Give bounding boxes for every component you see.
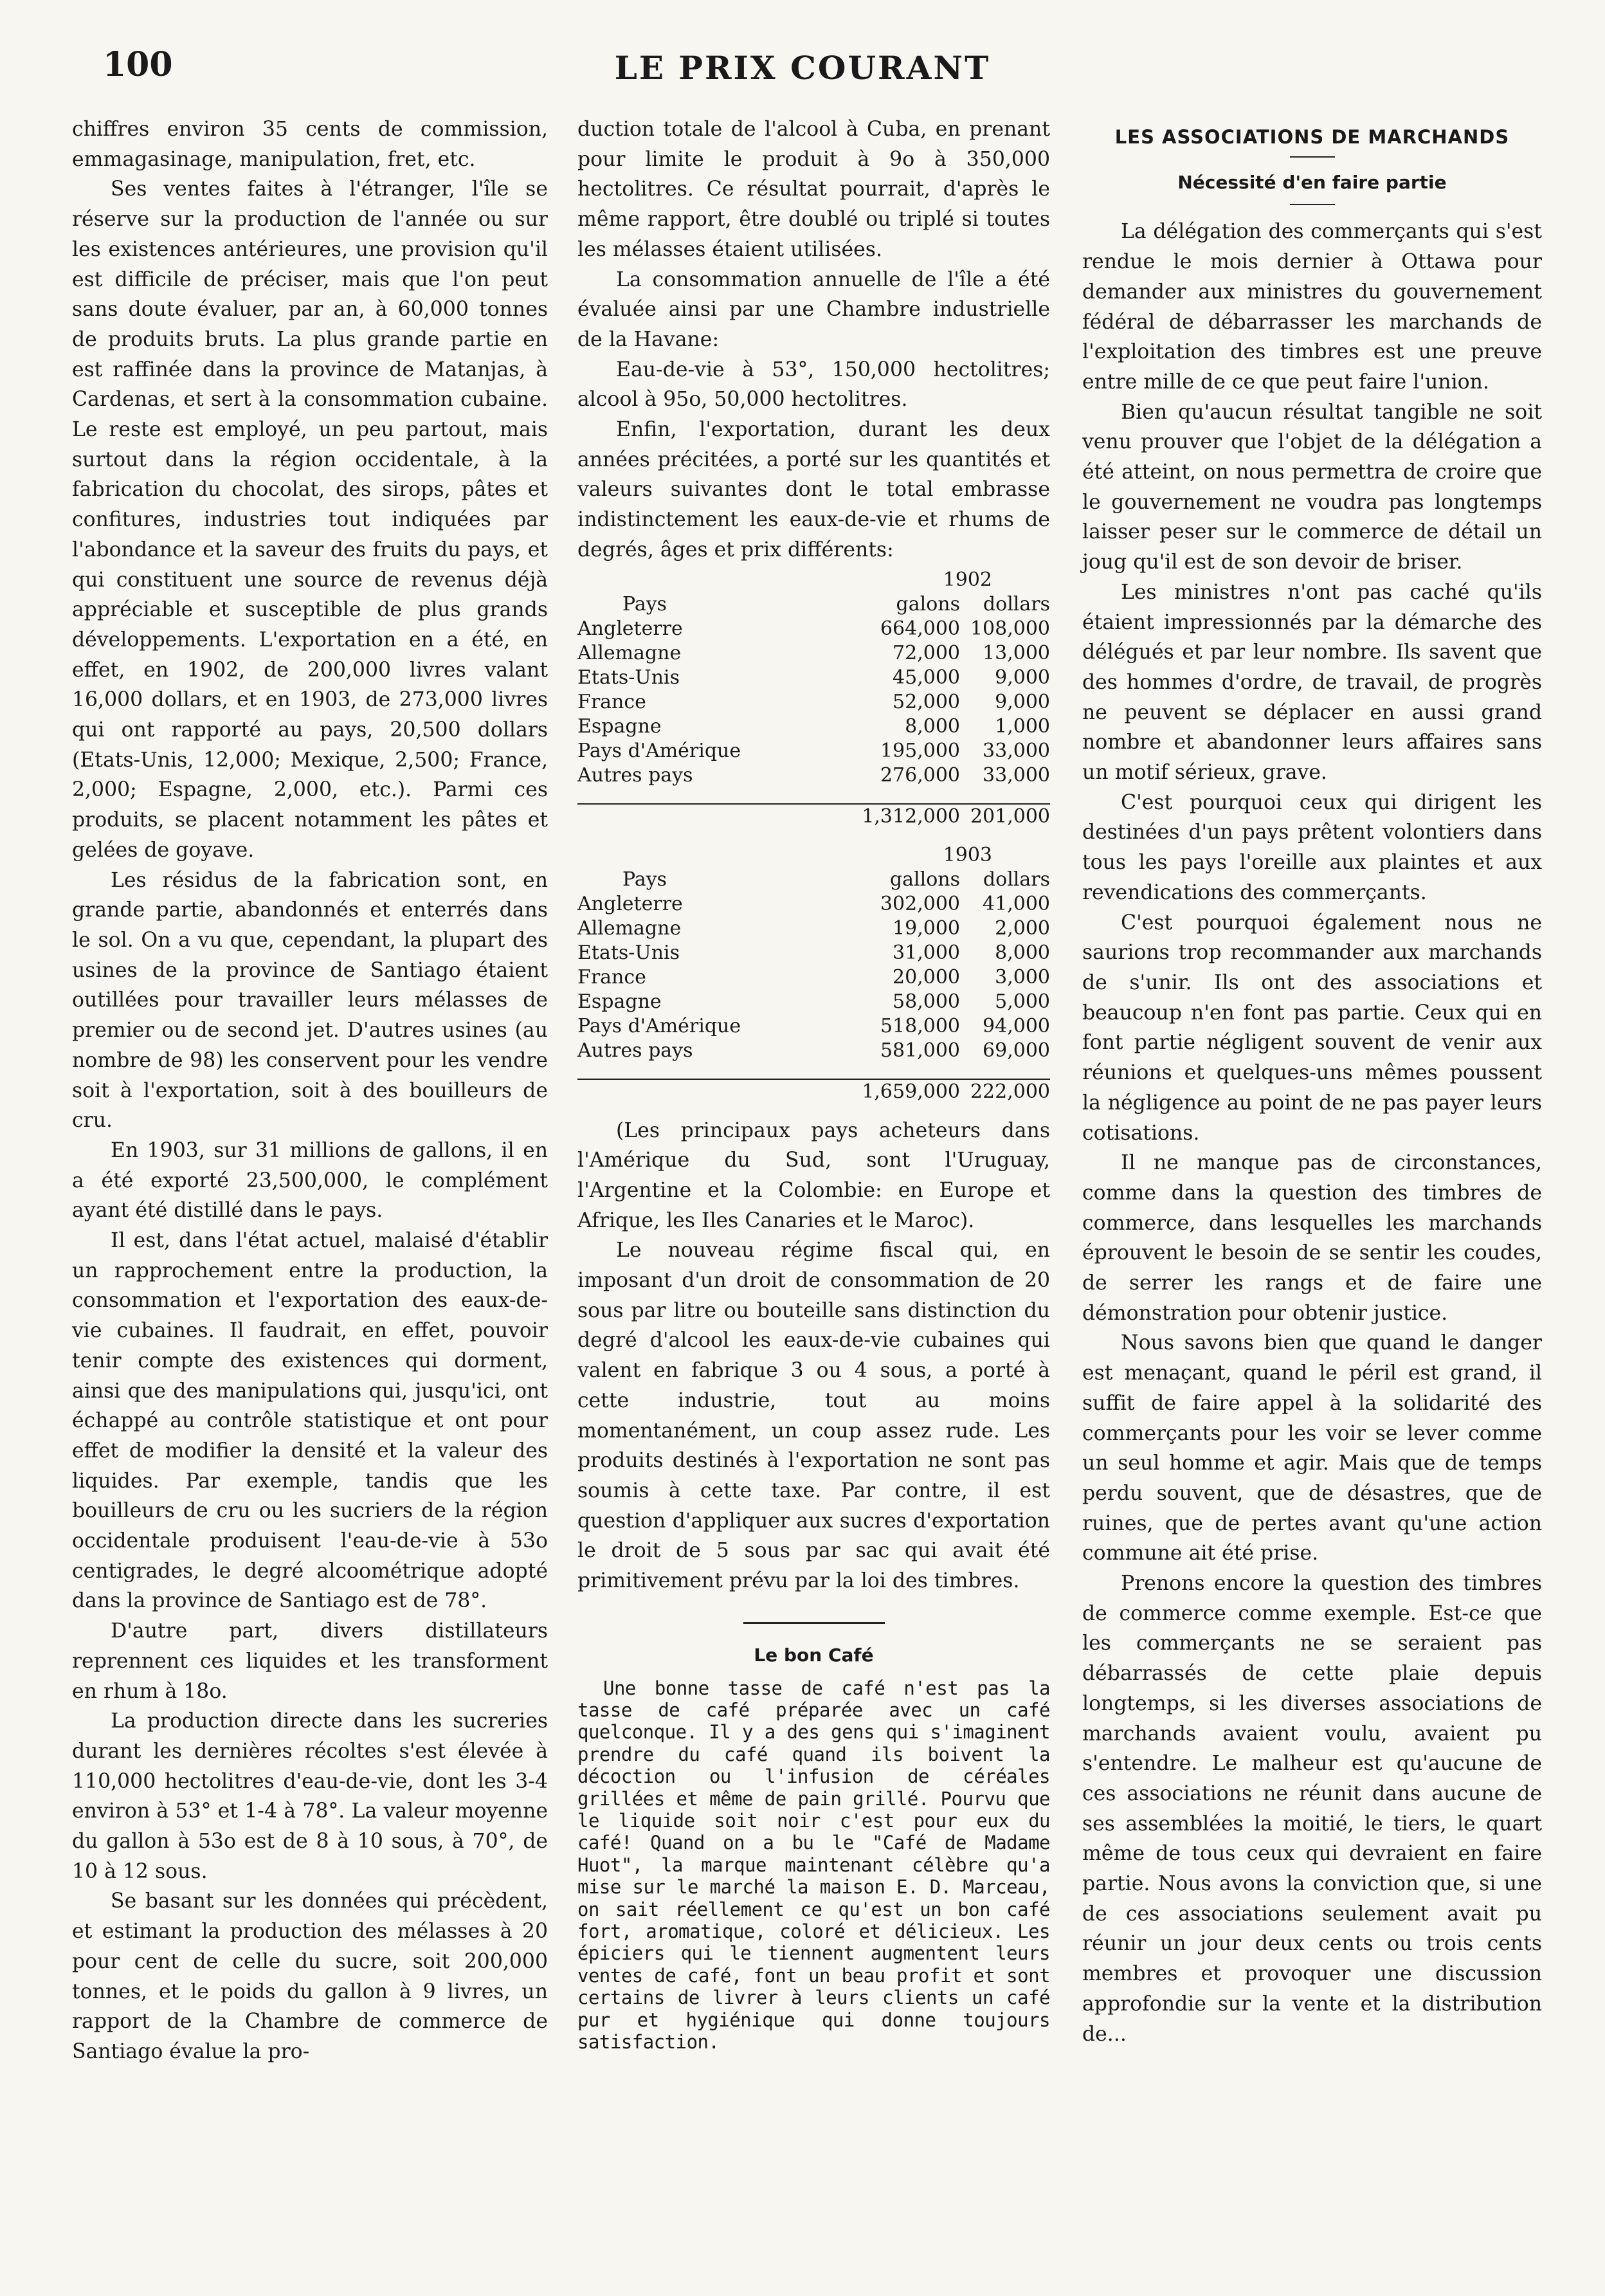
- table-header-country: Pays: [622, 592, 667, 615]
- gallons-cell: 20,000: [893, 965, 960, 989]
- table-header-gallons: galons: [896, 592, 960, 615]
- country-cell: France: [577, 690, 646, 713]
- paragraph: (Les principaux pays acheteurs dans l'Amérique du Sud, sont l'Uruguay, l'Argentine et la Colombie: en Europe et Afrique, les Iles Canaries et le Maroc).: [577, 1118, 1050, 1232]
- cafe-title: Le bon Café: [754, 1644, 874, 1666]
- dollars-cell: 5,000: [995, 990, 1050, 1013]
- dollars-cell: 94,000: [983, 1014, 1050, 1037]
- country-cell: Espagne: [577, 990, 662, 1013]
- country-cell: Allemagne: [577, 916, 682, 940]
- paragraph: Il est, dans l'état actuel, malaisé d'établir un rapprochement entre la production, la consommation et l'exportation des eaux-de-vie cubaines. Il faudrait, en effet, pouvoir tenir compte des existences qui dorment, ainsi que des manipulations qui, jusqu'ici, ont échappé au contrôle statistique et ont pour effet de modifier la densité et la valeur des liquides. Par exemple, tandis que les bouilleurs de cru ou les sucriers de la région occidentale produisent l'eau-de-vie à 53o centigrades, le degré alcoométrique adopté dans la province de Santiago est de 78°.: [72, 1229, 548, 1613]
- country-cell: Espagne: [577, 715, 662, 738]
- table-row: [577, 916, 1050, 941]
- section-divider: [743, 1622, 885, 1624]
- section-subtitle: Nécessité d'en faire partie: [1177, 171, 1447, 193]
- gallons-cell: 195,000: [880, 739, 960, 762]
- country-cell: France: [577, 965, 646, 989]
- paragraph: C'est pourquoi également nous ne saurions trop recommander aux marchands de s'unir. Ils ont des associations et beaucoup n'en font pas partie. Ceux qui en font partie négligent souvent de venir aux réunions et quelques-uns mêmes poussent la négligence au point de ne pas payer leurs cotisations.: [1082, 911, 1542, 1145]
- table-row: [577, 690, 1050, 715]
- dollars-cell: 108,000: [970, 617, 1050, 640]
- country-cell: Etats-Unis: [577, 941, 680, 964]
- paragraph: Eau-de-vie à 53°, 150,000 hectolitres; alcool à 95o, 50,000 hectolitres.: [577, 358, 1050, 412]
- paragraph: En 1903, sur 31 millions de gallons, il en a été exporté 23,500,000, le complément ayant été distillé dans le pays.: [72, 1138, 548, 1223]
- gallons-cell: 518,000: [880, 1014, 960, 1037]
- table-row: [577, 763, 1050, 788]
- gallons-cell: 58,000: [893, 990, 960, 1013]
- running-title: LE PRIX COURANT: [614, 49, 991, 87]
- paragraph: La production directe dans les sucreries durant les dernières récoltes s'est élevée à 110,000 hectolitres d'eau-de-vie, dont les 3-4 environ à 53° et 1-4 à 78°. La valeur moyenne du gallon à 53o est de 8 à 10 sous, à 70°, de 10 à 12 sous.: [72, 1709, 548, 1883]
- gallons-cell: 8,000: [905, 715, 960, 738]
- column-2: [577, 114, 1050, 2053]
- gallons-cell: 45,000: [893, 666, 960, 689]
- paragraph: Nous savons bien que quand le danger est menaçant, quand le péril est grand, il suffit de faire appel à la solidarité des commerçants pour les voir se lever comme un seul homme et agir. Mais que de temps perdu souvent, que de désastres, que de ruines, que de pertes avant qu'une action commune ait été prise.: [1082, 1331, 1542, 1565]
- table-row: [577, 990, 1050, 1014]
- gallons-cell: 19,000: [893, 916, 960, 940]
- total-dollars: 201,000: [960, 804, 1050, 829]
- dollars-cell: 41,000: [983, 892, 1050, 915]
- gallons-cell: 581,000: [880, 1039, 960, 1062]
- gallons-cell: 276,000: [880, 763, 960, 787]
- column-1: [72, 114, 548, 2067]
- paragraph: duction totale de l'alcool à Cuba, en prenant pour limite le produit à 9o à 350,000 hectolitres. Ce résultat pourrait, d'après le même rapport, être doublé ou triplé si toutes les mélasses étaient utilisées.: [577, 118, 1050, 261]
- table-header-dollars: dollars: [983, 868, 1050, 891]
- gallons-cell: 72,000: [893, 641, 960, 664]
- paragraph: Les ministres n'ont pas caché qu'ils étaient impressionnés par la démarche des délégués et par leur nombre. Ils savent que des hommes d'ordre, de travail, de progrès ne peuvent se déplacer en aussi grand nombre et abandonner leurs affaires sans un motif sérieux, grave.: [1082, 580, 1542, 785]
- table-row: [577, 666, 1050, 690]
- dollars-cell: 3,000: [995, 965, 1050, 989]
- gallons-cell: 31,000: [893, 941, 960, 964]
- section-title: LES ASSOCIATIONS DE MARCHANDS: [1114, 126, 1510, 148]
- dollars-cell: 33,000: [983, 763, 1050, 787]
- table-row: [577, 941, 1050, 965]
- cafe-text: Une bonne tasse de café n'est pas la tasse de café préparée avec un café quelconque. Il y a des gens qui s'imaginent prendre du café quand ils boivent la décoction ou l'infusion de céréales grillées et même de pain grillé. Pourvu que le liquide soit noir c'est pour eux du café! Quand on a bu le "Café de Madame Huot", la marque maintenant célèbre qu'a mise sur le marché la maison E. D. Marceau, on sait réellement ce qu'est un bon café fort, aromatique, coloré et délicieux. Les épiciers qui le tiennent augmentent leurs ventes de café, font un beau profit et sont certains de livrer à leurs clients un café pur et hygiénique qui donne toujours satisfaction.: [577, 1677, 1050, 2053]
- dollars-cell: 8,000: [995, 941, 1050, 964]
- subtitle-rule: [1290, 204, 1335, 205]
- table-row: [577, 892, 1050, 916]
- dollars-cell: 9,000: [995, 666, 1050, 689]
- paragraph: La consommation annuelle de l'île a été évaluée ainsi par une Chambre industrielle de la Havane:: [577, 268, 1050, 351]
- column-3: [1082, 114, 1542, 2049]
- dollars-cell: 33,000: [983, 739, 1050, 762]
- gallons-cell: 664,000: [880, 617, 960, 640]
- gallons-cell: 302,000: [880, 892, 960, 915]
- gallons-cell: 52,000: [893, 690, 960, 713]
- country-cell: Angleterre: [577, 892, 683, 915]
- paragraph: Ses ventes faites à l'étranger, l'île se réserve sur la production de l'année ou sur les existences antérieures, une provision qu'il est difficile de préciser, mais que l'on peut sans doute évaluer, par an, à 60,000 tonnes de produits bruts. La plus grande partie en est raffinée dans la province de Matanjas, à Cardenas, et sert à la consommation cubaine. Le reste est employé, un peu partout, mais surtout dans la région occidentale, à la fabrication du chocolat, des sirops, pâtes et confitures, industries tout indiquées par l'abondance et la saveur des fruits du pays, et qui constituent une source de revenus déjà appréciable et susceptible de plus grands développements. L'exportation en a été, en effet, en 1902, de 200,000 livres valant 16,000 dollars, et en 1903, de 273,000 livres qui ont rapporté au pays, 20,500 dollars (Etats-Unis, 12,000; Mexique, 2,500; France, 2,000; Espagne, 2,000, etc.). Parmi ces produits, se placent notamment les pâtes et gelées de goyave.: [72, 178, 548, 862]
- cafe-advertisement: [577, 1677, 1050, 2054]
- table-total-row: [577, 1079, 1050, 1104]
- table-row: [577, 965, 1050, 990]
- table-header-country: Pays: [622, 868, 667, 891]
- paragraph: Se basant sur les données qui précèdent, et estimant la production des mélasses à 20 pour cent de celle du sucre, soit 200,000 tonnes, et le poids du gallon à 9 livres, un rapport de la Chambre de commerce de Santiago évalue la pro-: [72, 1890, 548, 2063]
- page-number: 100: [103, 45, 173, 84]
- paragraph: Le nouveau régime fiscal qui, en imposant d'un droit de consommation de 20 sous par litre ou bouteille sans distinction du degré d'alcool les eaux-de-vie cubaines qui valent en fabrique 3 ou 4 sous, a porté à cette industrie, tout au moins momentanément, un coup assez rude. Les produits destinés à l'exportation ne sont pas soumis à cette taxe. Par contre, il est question d'appliquer aux sucres d'exportation le droit de 5 sous par sac qui avait été primitivement prévu par la loi des timbres.: [577, 1239, 1050, 1593]
- country-cell: Angleterre: [577, 617, 683, 640]
- total-dollars: 222,000: [960, 1079, 1050, 1104]
- country-cell: Autres pays: [577, 763, 693, 787]
- total-gallons: 1,659,000: [862, 1080, 960, 1103]
- country-cell: Allemagne: [577, 641, 682, 664]
- export-table-1903: [577, 843, 1050, 1104]
- dollars-cell: 2,000: [995, 916, 1050, 940]
- dollars-cell: 13,000: [983, 641, 1050, 664]
- country-cell: Autres pays: [577, 1039, 693, 1062]
- paragraph: Enfin, l'exportation, durant les deux années précitées, a porté sur les quantités et valeurs suivantes dont le total embrasse indistinctement les eaux-de-vie et rhums de degrés, âges et prix différents:: [577, 418, 1050, 561]
- paragraph: Les résidus de la fabrication sont, en grande partie, abandonnés et enterrés dans le sol. On a vu que, cependant, la plupart des usines de la province de Santiago étaient outillées pour travailler leurs mélasses de premier ou de second jet. D'autres usines (au nombre de 98) les conservent pour les vendre soit à l'exportation, soit à des bouilleurs de cru.: [72, 868, 548, 1133]
- total-gallons: 1,312,000: [862, 805, 960, 828]
- paragraph: Il ne manque pas de circonstances, comme dans la question des timbres de commerce, dans lesquelles les marchands éprouvent le besoin de se sentir les coudes, de serrer les rangs et de faire une démonstration pour obtenir justice.: [1082, 1151, 1542, 1325]
- country-cell: Pays d'Amérique: [577, 739, 741, 762]
- table-year: 1902: [943, 568, 992, 591]
- paragraph: C'est pourquoi ceux qui dirigent les destinées d'un pays prêtent volontiers dans tous les pays l'oreille aux plaintes et aux revendications des commerçants.: [1082, 790, 1542, 904]
- table-row: [577, 739, 1050, 763]
- table-header-dollars: dollars: [983, 592, 1050, 615]
- dollars-cell: 69,000: [983, 1039, 1050, 1062]
- paragraph: La délégation des commerçants qui s'est rendue le mois dernier à Ottawa pour demander aux ministres du gouvernement fédéral de débarrasser les marchands de l'exploitation des timbres est une preuve entre mille de ce que peut faire l'union.: [1082, 220, 1542, 394]
- table-header-gallons: gallons: [889, 868, 960, 891]
- paragraph: chiffres environ 35 cents de commission, emmagasinage, manipulation, fret, etc.: [72, 118, 548, 171]
- table-year: 1903: [943, 843, 992, 866]
- export-table-1902: [577, 568, 1050, 829]
- table-row: [577, 1039, 1050, 1063]
- title-rule: [1290, 156, 1335, 158]
- table-row: [577, 1014, 1050, 1039]
- country-cell: Etats-Unis: [577, 666, 680, 689]
- table-total-row: [577, 804, 1050, 829]
- table-row: [577, 715, 1050, 739]
- country-cell: Pays d'Amérique: [577, 1014, 741, 1037]
- table-row: [577, 641, 1050, 666]
- table-row: [577, 617, 1050, 641]
- dollars-cell: 1,000: [995, 715, 1050, 738]
- page-header: [0, 45, 1605, 96]
- paragraph: Bien qu'aucun résultat tangible ne soit venu prouver que l'objet de la délégation a été atteint, on nous permettra de croire que le gouvernement ne voudra pas longtemps laisser peser sur le commerce de détail un joug qu'il est de son devoir de briser.: [1082, 400, 1542, 574]
- paragraph: Prenons encore la question des timbres de commerce comme exemple. Est-ce que les commerçants ne se seraient pas débarrassés de cette plaie depuis longtemps, si les diverses associations de marchands avaient voulu, avaient pu s'entendre. Le malheur est qu'aucune de ces associations ne réunit dans aucune de ses assemblées la moitié, le tiers, le quart même de tous ceux qui devraient en faire partie. Nous avons la conviction que, si une de ces associations seulement avait pu réunir un jour deux cents ou trois cents membres et provoquer une discussion approfondie sur la vente et la distribution de...: [1082, 1572, 1542, 2046]
- dollars-cell: 9,000: [995, 690, 1050, 713]
- paragraph: D'autre part, divers distillateurs reprennent ces liquides et les transforment en rhum à 18o.: [72, 1619, 548, 1703]
